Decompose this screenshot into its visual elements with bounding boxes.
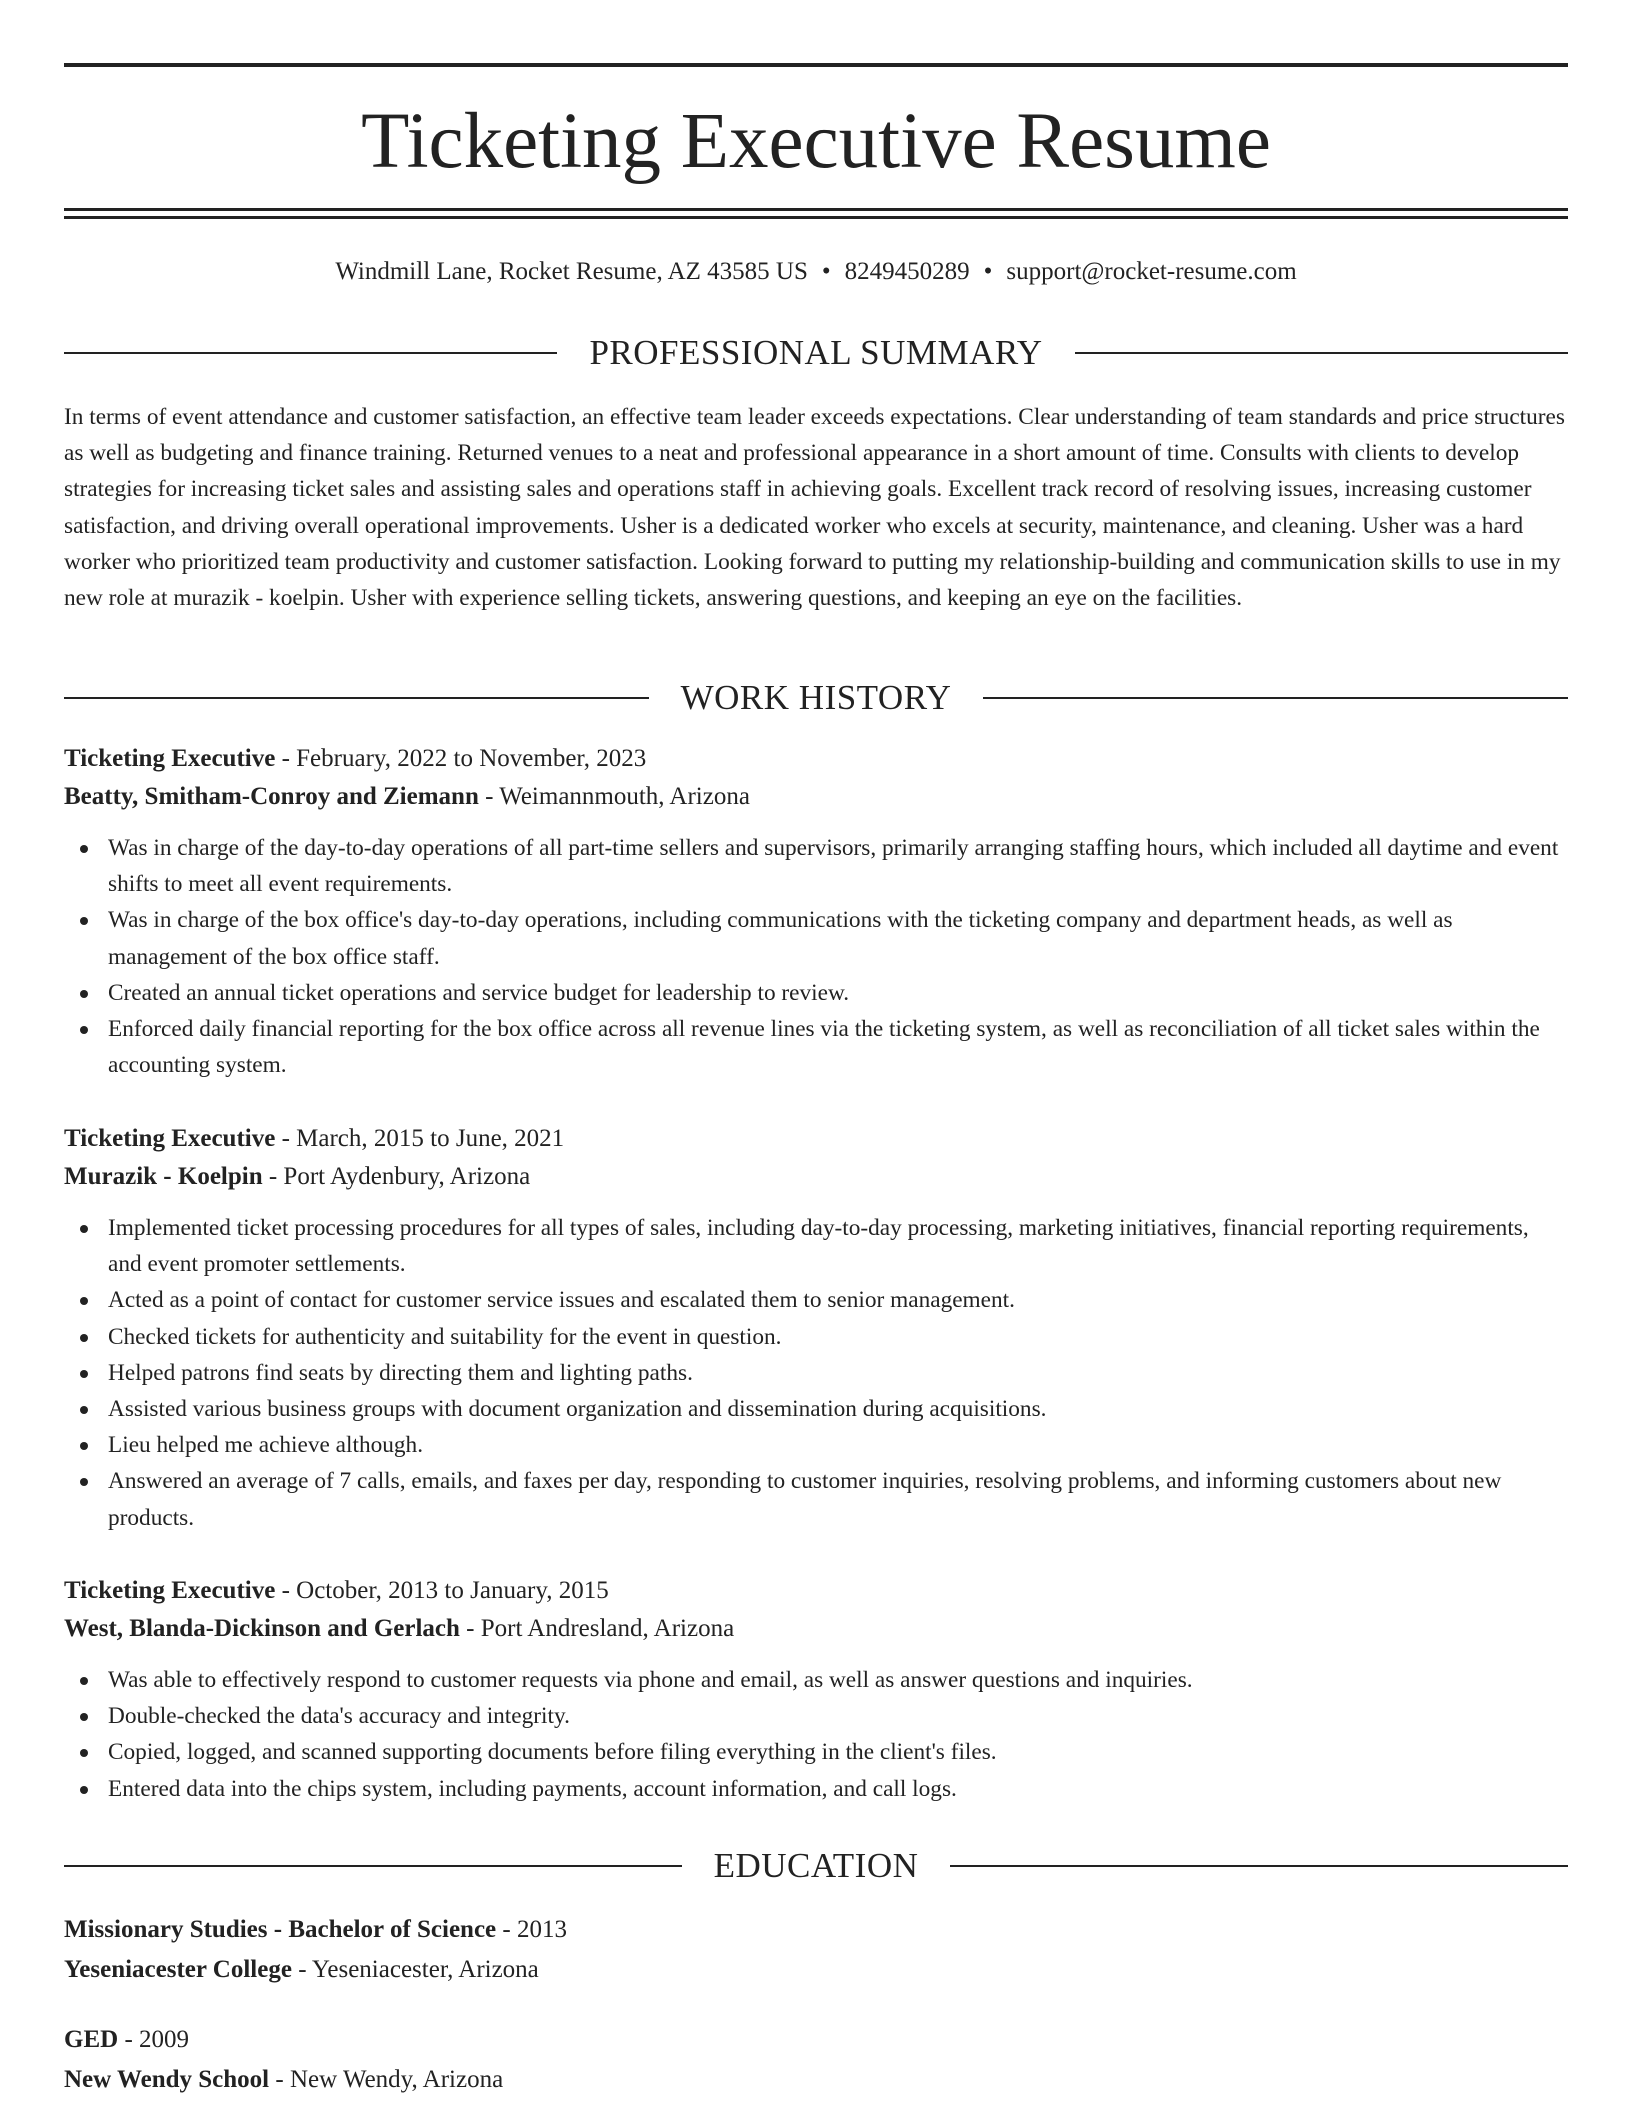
title-rule-upper [64, 208, 1568, 211]
edu-degree: Missionary Studies - Bachelor of Science [64, 1916, 497, 1943]
job-company: West, Blanda-Dickinson and Gerlach [64, 1615, 460, 1642]
job-title: Ticketing Executive [64, 1577, 276, 1604]
edu-degree: GED [64, 2026, 119, 2053]
contact-separator: • [983, 258, 993, 285]
job-title-line [64, 1120, 1568, 1158]
edu-location: - New Wendy, Arizona [269, 2066, 504, 2093]
edu-school-line [64, 2061, 1568, 2099]
job-location: - Weimannmouth, Arizona [478, 783, 750, 810]
resume-title: Ticketing Executive Resume [361, 98, 1271, 185]
job-title-line [64, 1572, 1568, 1610]
contact-line [64, 254, 1568, 290]
edu-location: - Yeseniacester, Arizona [291, 1956, 539, 1983]
job-company: Murazik - Koelpin [64, 1163, 263, 1190]
section-title: WORK HISTORY [680, 678, 952, 717]
section-heading-education [64, 1844, 1568, 1888]
list-item: Enforced daily financial reporting for the box office across all revenue lines via the ticketing system, as well as reconciliation of all ticket sales within the accounting system. [64, 1011, 1568, 1083]
edu-school: Yeseniacester College [64, 1956, 292, 1983]
education-entry [64, 2021, 1568, 2099]
edu-degree-line [64, 1911, 1568, 1949]
job-title-line [64, 740, 1568, 778]
summary-text: In terms of event attendance and customer satisfaction, an effective team leader exceeds expectations. Clear understanding of team standards and price structures as well as budgeting and finance training. Returned venues to a neat and professional appearance in a short amount of time. Consults with clients to develop strategies for increasing ticket sales and assisting sales and operations staff in achieving goals. Excellent track record of resolving issues, increasing customer satisfaction, and driving overall operational improvements. Usher is a dedicated worker who excels at security, maintenance, and cleaning. Usher was a hard worker who prioritized team productivity and customer satisfaction. Looking forward to putting my relationship-building and communication skills to use in my new role at murazik - koelpin. Usher with experience selling tickets, answering questions, and keeping an eye on the facilities. [64, 404, 1565, 612]
list-item: Was able to effectively respond to customer requests via phone and email, as well as answer questions and inquiries. [64, 1662, 1568, 1698]
edu-school: New Wendy School [64, 2066, 270, 2093]
title-rule-lower [64, 216, 1568, 219]
contact-phone: 8249450289 [844, 258, 970, 285]
contact-separator: • [821, 258, 831, 285]
list-item: Lieu helped me achieve although. [64, 1427, 1568, 1463]
edu-year: - 2013 [496, 1916, 567, 1943]
list-item: Double-checked the data's accuracy and integrity. [64, 1698, 1568, 1734]
contact-email: support@rocket-resume.com [1006, 258, 1297, 285]
job-location: - Port Aydenbury, Arizona [262, 1163, 531, 1190]
heading-rule-right [950, 1865, 1568, 1867]
heading-rule-left [64, 697, 649, 699]
heading-rule-right [983, 697, 1568, 699]
edu-degree-line [64, 2021, 1568, 2059]
list-item: Created an annual ticket operations and service budget for leadership to review. [64, 975, 1568, 1011]
section-title: PROFESSIONAL SUMMARY [589, 333, 1043, 372]
job-dates: - February, 2022 to November, 2023 [275, 745, 647, 772]
list-item: Checked tickets for authenticity and suitability for the event in question. [64, 1319, 1568, 1355]
job-title: Ticketing Executive [64, 1125, 276, 1152]
job-company-line [64, 1610, 1568, 1648]
job-bullets [64, 1662, 1568, 1807]
heading-rule-left [64, 352, 557, 354]
list-item: Was in charge of the day-to-day operations of all part-time sellers and supervisors, primarily arranging staffing hours, which included all daytime and event shifts to meet all event requirements. [64, 830, 1568, 902]
heading-rule-right [1075, 352, 1568, 354]
job-dates: - October, 2013 to January, 2015 [275, 1577, 609, 1604]
job-location: - Port Andresland, Arizona [459, 1615, 735, 1642]
list-item: Entered data into the chips system, including payments, account information, and call logs. [64, 1771, 1568, 1807]
list-item: Was in charge of the box office's day-to-day operations, including communications with the ticketing company and department heads, as well as management of the box office staff. [64, 902, 1568, 974]
job-company: Beatty, Smitham-Conroy and Ziemann [64, 783, 479, 810]
list-item: Helped patrons find seats by directing them and lighting paths. [64, 1355, 1568, 1391]
job-bullets [64, 1210, 1568, 1536]
list-item: Implemented ticket processing procedures for all types of sales, including day-to-day processing, marketing initiatives, financial reporting requirements, and event promoter settlements. [64, 1210, 1568, 1282]
list-item: Answered an average of 7 calls, emails, and faxes per day, responding to customer inquiries, resolving problems, and informing customers about new products. [64, 1463, 1568, 1535]
job-entry [64, 1120, 1568, 1536]
job-company-line [64, 778, 1568, 816]
list-item: Copied, logged, and scanned supporting documents before filing everything in the client's files. [64, 1734, 1568, 1770]
education-entry [64, 1911, 1568, 1989]
job-company-line [64, 1158, 1568, 1196]
heading-rule-left [64, 1865, 682, 1867]
contact-address: Windmill Lane, Rocket Resume, AZ 43585 US [335, 258, 808, 285]
section-heading-summary [64, 331, 1568, 375]
section-heading-work [64, 676, 1568, 720]
job-entry [64, 740, 1568, 1083]
job-title: Ticketing Executive [64, 745, 276, 772]
job-bullets [64, 830, 1568, 1083]
list-item: Acted as a point of contact for customer service issues and escalated them to senior management. [64, 1282, 1568, 1318]
top-rule [64, 63, 1568, 67]
edu-school-line [64, 1951, 1568, 1989]
list-item: Assisted various business groups with document organization and dissemination during acquisitions. [64, 1391, 1568, 1427]
section-title: EDUCATION [713, 1846, 919, 1885]
edu-year: - 2009 [118, 2026, 190, 2053]
job-entry [64, 1572, 1568, 1807]
job-dates: - March, 2015 to June, 2021 [275, 1125, 565, 1152]
